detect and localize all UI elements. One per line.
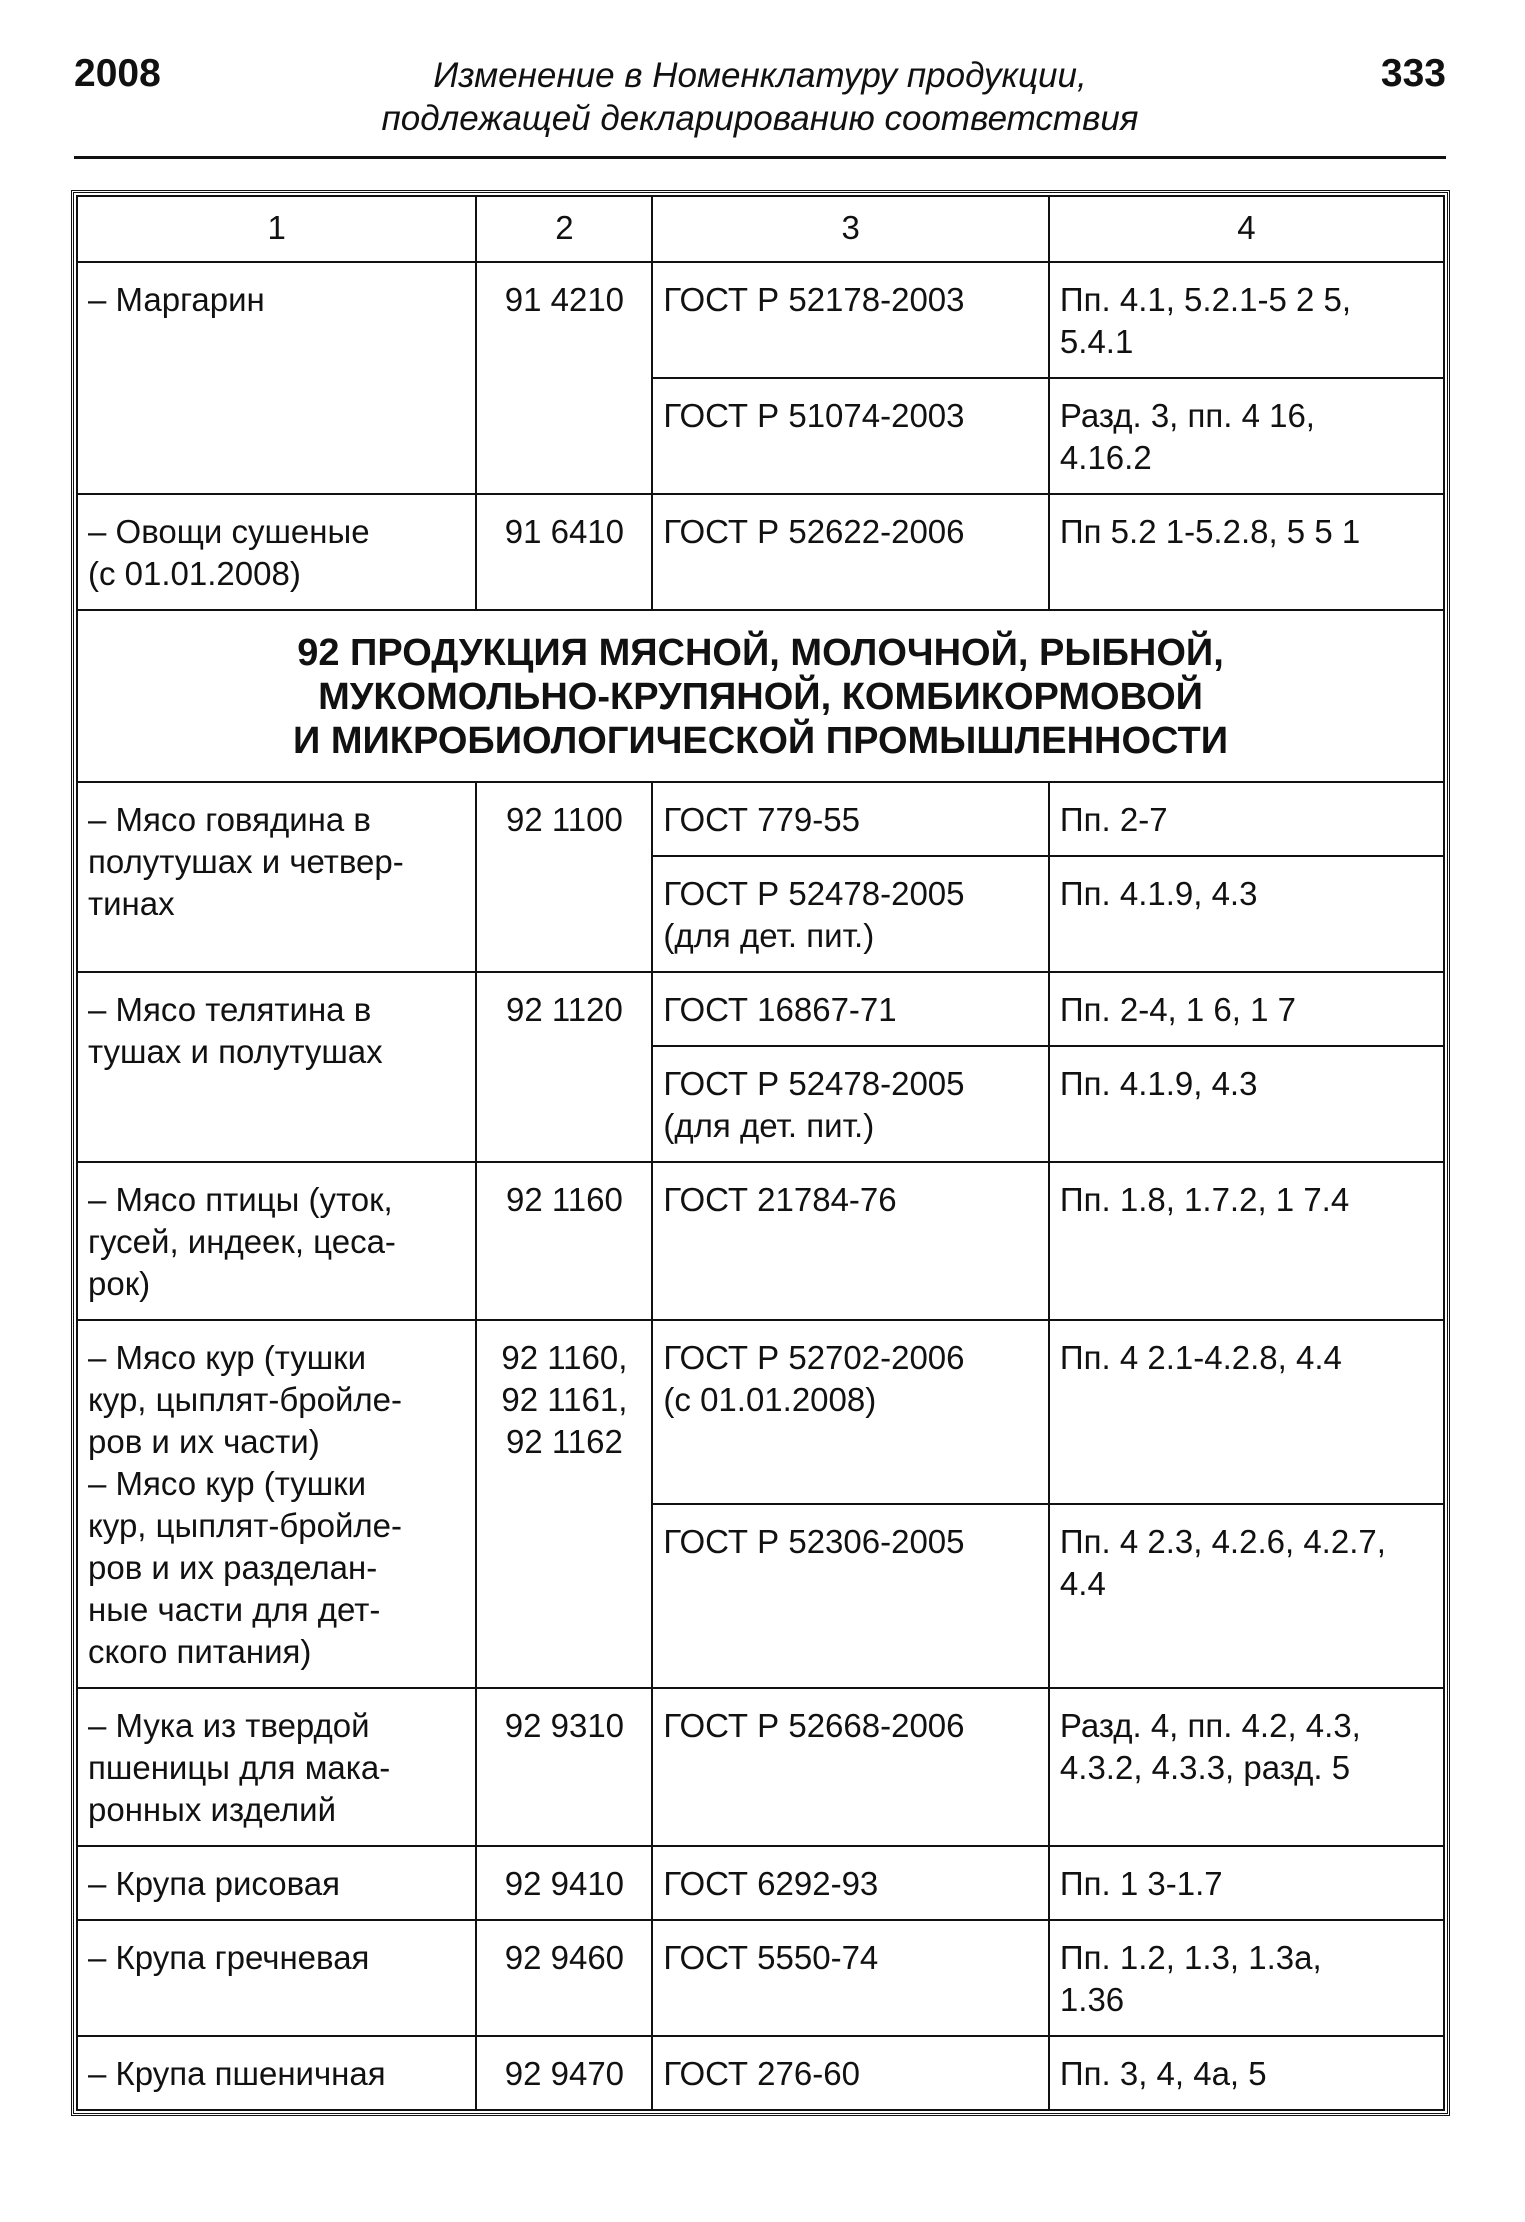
section-heading-row — [77, 610, 1444, 782]
standard-cell: ГОСТ Р 52478-2005 (для дет. пит.) — [652, 1046, 1049, 1162]
table-row — [77, 972, 1444, 1046]
standard-cell: ГОСТ 276-60 — [652, 2036, 1049, 2110]
product-code-cell: 92 1120 — [476, 972, 652, 1162]
column-header: 4 — [1049, 196, 1444, 262]
standard-cell: ГОСТ 21784-76 — [652, 1162, 1049, 1320]
standard-cell: ГОСТ Р 52622-2006 — [652, 494, 1049, 610]
product-code-cell: 92 1100 — [476, 782, 652, 972]
standard-cell: ГОСТ 6292-93 — [652, 1846, 1049, 1920]
requirements-cell: Пп. 4.1.9, 4.3 — [1049, 856, 1444, 972]
standard-cell: ГОСТ 5550-74 — [652, 1920, 1049, 2036]
table-row — [77, 262, 1444, 378]
table-row — [77, 782, 1444, 856]
requirements-cell: Пп. 4.1, 5.2.1-5 2 5, 5.4.1 — [1049, 262, 1444, 378]
requirements-cell: Пп. 3, 4, 4а, 5 — [1049, 2036, 1444, 2110]
table-row — [77, 1846, 1444, 1920]
product-name-cell: – Крупа пшеничная — [77, 2036, 476, 2110]
product-code-cell: 92 9410 — [476, 1846, 652, 1920]
standard-cell: ГОСТ Р 52306-2005 — [652, 1504, 1049, 1688]
product-name-cell: – Мясо телятина в тушах и полутушах — [77, 972, 476, 1162]
product-code-cell: 92 9310 — [476, 1688, 652, 1846]
standard-cell: ГОСТ 779-55 — [652, 782, 1049, 856]
table-row — [77, 1920, 1444, 2036]
requirements-cell: Пп. 1.8, 1.7.2, 1 7.4 — [1049, 1162, 1444, 1320]
page-number: 333 — [1380, 52, 1446, 95]
product-code-cell: 91 4210 — [476, 262, 652, 494]
standard-cell: ГОСТ Р 52478-2005 (для дет. пит.) — [652, 856, 1049, 972]
column-header-row — [77, 196, 1444, 262]
table-row — [77, 1162, 1444, 1320]
requirements-cell: Пп. 4 2.3, 4.2.6, 4.2.7, 4.4 — [1049, 1504, 1444, 1688]
requirements-cell: Пп. 2-7 — [1049, 782, 1444, 856]
product-code-cell: 92 1160, 92 1161, 92 1162 — [476, 1320, 652, 1688]
requirements-cell: Пп 5.2 1-5.2.8, 5 5 1 — [1049, 494, 1444, 610]
nomenclature-table — [76, 195, 1445, 2111]
standard-cell: ГОСТ Р 52178-2003 — [652, 262, 1049, 378]
requirements-cell: Пп. 1 3-1.7 — [1049, 1846, 1444, 1920]
standard-cell: ГОСТ Р 51074-2003 — [652, 378, 1049, 494]
product-code-cell: 91 6410 — [476, 494, 652, 610]
running-title-line-2: подлежащей декларированию соответствия — [381, 99, 1139, 138]
column-header: 1 — [77, 196, 476, 262]
running-title-line-1: Изменение в Номенклатуру продукции, — [433, 56, 1087, 95]
standard-cell: ГОСТ Р 52668-2006 — [652, 1688, 1049, 1846]
requirements-cell: Разд. 4, пп. 4.2, 4.3, 4.3.2, 4.3.3, разд. 5 — [1049, 1688, 1444, 1846]
column-header: 3 — [652, 196, 1049, 262]
requirements-cell: Пп. 4.1.9, 4.3 — [1049, 1046, 1444, 1162]
table-body — [77, 196, 1444, 2110]
product-code-cell: 92 9470 — [476, 2036, 652, 2110]
table-row — [77, 1320, 1444, 1504]
product-code-cell: 92 1160 — [476, 1162, 652, 1320]
product-name-cell: – Мука из твердой пшеницы для мака- ронных изделий — [77, 1688, 476, 1846]
standard-cell: ГОСТ 16867-71 — [652, 972, 1049, 1046]
requirements-cell: Пп. 1.2, 1.3, 1.3а, 1.36 — [1049, 1920, 1444, 2036]
product-name-cell: – Овощи сушеные (с 01.01.2008) — [77, 494, 476, 610]
product-name-cell: – Крупа рисовая — [77, 1846, 476, 1920]
product-name-cell: – Мясо кур (тушки кур, цыплят-бройле- ров и их части) – Мясо кур (тушки кур, цыплят-бройле- ров и их разделан- ные части для дет- ского питания) — [77, 1320, 476, 1688]
product-name-cell: – Крупа гречневая — [77, 1920, 476, 2036]
table-row — [77, 1688, 1444, 1846]
page-header — [74, 46, 1446, 160]
standard-cell: ГОСТ Р 52702-2006 (с 01.01.2008) — [652, 1320, 1049, 1504]
table-row — [77, 494, 1444, 610]
requirements-cell: Пп. 2-4, 1 6, 1 7 — [1049, 972, 1444, 1046]
requirements-cell: Разд. 3, пп. 4 16, 4.16.2 — [1049, 378, 1444, 494]
running-title — [74, 54, 1446, 140]
year-label: 2008 — [74, 52, 161, 95]
product-name-cell: – Маргарин — [77, 262, 476, 494]
product-name-cell: – Мясо птицы (уток, гусей, индеек, цеса- рок) — [77, 1162, 476, 1320]
section-heading: 92 ПРОДУКЦИЯ МЯСНОЙ, МОЛОЧНОЙ, РЫБНОЙ, МУКОМОЛЬНО-КРУПЯНОЙ, КОМБИКОРМОВОЙ И МИКРОБИОЛОГИЧЕСКОЙ ПРОМЫШЛЕННОСТИ — [77, 610, 1444, 782]
header-rule — [74, 156, 1446, 159]
requirements-cell: Пп. 4 2.1-4.2.8, 4.4 — [1049, 1320, 1444, 1504]
product-name-cell: – Мясо говядина в полутушах и четвер- тинах — [77, 782, 476, 972]
column-header: 2 — [476, 196, 652, 262]
product-code-cell: 92 9460 — [476, 1920, 652, 2036]
table-row — [77, 2036, 1444, 2110]
